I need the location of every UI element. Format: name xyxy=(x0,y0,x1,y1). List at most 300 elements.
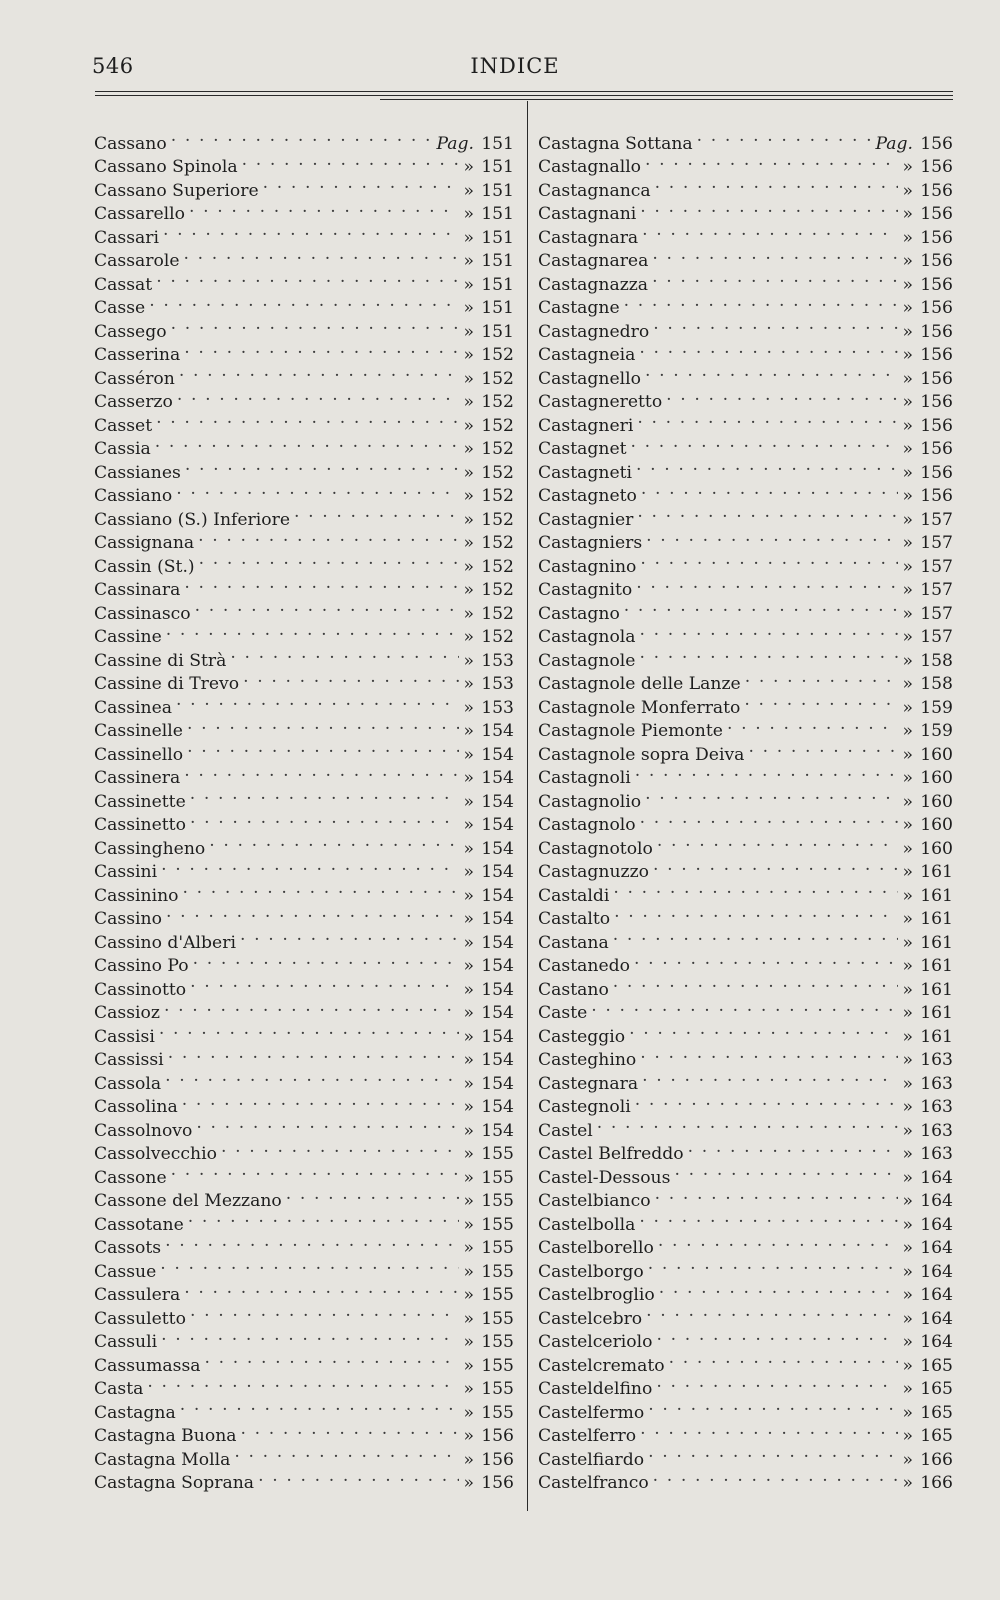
dot-leader xyxy=(230,642,459,666)
entry-ref-marker: » xyxy=(902,439,913,459)
entry-name: Casséron xyxy=(94,368,175,389)
dot-leader xyxy=(184,337,459,361)
dot-leader xyxy=(179,360,460,384)
entry-ref-marker: » xyxy=(463,1426,474,1446)
entry-name: Cassuletto xyxy=(94,1308,186,1329)
entry-name: Cassine xyxy=(94,627,162,647)
entry-page-number: 152 xyxy=(481,486,514,506)
entry-name: Cassarole xyxy=(94,251,180,271)
dot-leader xyxy=(640,619,899,643)
entry-ref-marker: » xyxy=(902,909,913,929)
entry-name: Cassue xyxy=(94,1261,157,1282)
entry-page-number: 151 xyxy=(481,298,514,318)
entry-page-number: 152 xyxy=(481,580,514,600)
entry-page-number: 166 xyxy=(920,1449,953,1470)
entry-page-number: 156 xyxy=(920,415,953,436)
entry-page-number: 163 xyxy=(920,1073,953,1094)
entry-page-number: 160 xyxy=(920,815,953,835)
entry-page-number: 152 xyxy=(481,345,514,365)
entry-name: Cassola xyxy=(94,1073,162,1094)
entry-page-number: 154 xyxy=(481,744,514,765)
dot-leader xyxy=(613,924,899,948)
entry-name: Castagnole Piemonte xyxy=(538,721,723,741)
entry-name: Castelcremato xyxy=(538,1355,665,1376)
entry-page-number: 164 xyxy=(920,1308,953,1329)
entry-name: Castagnazza xyxy=(538,274,649,295)
dot-leader xyxy=(184,572,459,596)
entry-ref-marker: » xyxy=(463,956,474,976)
entry-name: Cassotane xyxy=(94,1214,184,1235)
entry-name: Casserzo xyxy=(94,392,173,412)
entry-name: Castagneia xyxy=(538,345,636,365)
entry-page-number: 159 xyxy=(920,721,953,741)
entry-name: Castagnola xyxy=(538,627,636,647)
entry-ref-marker: » xyxy=(902,1238,913,1258)
entry-ref-marker: » xyxy=(902,650,913,671)
entry-page-number: 154 xyxy=(481,885,514,906)
entry-page-number: 154 xyxy=(481,1073,514,1094)
entry-ref-marker: » xyxy=(902,509,913,530)
dot-leader xyxy=(614,901,898,925)
entry-name: Castagnanca xyxy=(538,180,651,201)
entry-ref-marker: » xyxy=(902,1261,913,1282)
entry-ref-marker: » xyxy=(463,768,474,788)
entry-ref-marker: » xyxy=(902,885,913,906)
entry-name: Castano xyxy=(538,979,609,1000)
entry-ref-marker: » xyxy=(902,345,913,365)
entry-name: Castana xyxy=(538,932,609,953)
entry-page-number: 160 xyxy=(920,768,953,788)
entry-page-number: 156 xyxy=(920,462,953,483)
entry-page-number: 164 xyxy=(920,1238,953,1258)
page-number: 546 xyxy=(92,54,134,78)
entry-ref-marker: » xyxy=(902,791,913,812)
dot-leader xyxy=(624,290,899,314)
dot-leader xyxy=(645,783,898,807)
entry-name: Castagneto xyxy=(538,486,637,506)
entry-ref-marker: » xyxy=(902,1167,913,1188)
entry-ref-marker: » xyxy=(463,274,474,295)
entry-page-number: 164 xyxy=(920,1214,953,1235)
entry-ref-marker: » xyxy=(463,1191,474,1211)
entry-name: Cassuli xyxy=(94,1332,158,1352)
header-rule-middle xyxy=(95,95,953,96)
entry-ref-marker: » xyxy=(463,368,474,389)
entry-page-number: 152 xyxy=(481,439,514,459)
entry-ref-marker: Pag. xyxy=(875,133,913,154)
entry-ref-marker: » xyxy=(902,1097,913,1117)
left-index-column xyxy=(94,125,514,1493)
dot-leader xyxy=(648,1441,898,1465)
dot-leader xyxy=(640,1042,898,1066)
entry-ref-marker: » xyxy=(463,885,474,906)
entry-name: Casta xyxy=(94,1379,144,1399)
entry-page-number: 161 xyxy=(920,1026,953,1047)
dot-leader xyxy=(648,1253,899,1277)
entry-page-number: 164 xyxy=(920,1167,953,1188)
entry-name: Cassulera xyxy=(94,1285,181,1305)
entry-name: Castegnara xyxy=(538,1073,639,1094)
entry-ref-marker: » xyxy=(463,1402,474,1423)
entry-ref-marker: » xyxy=(463,415,474,436)
dot-leader xyxy=(161,854,459,878)
header-rule-bottom xyxy=(380,99,953,100)
entry-ref-marker: » xyxy=(463,1379,474,1399)
entry-page-number: 165 xyxy=(920,1402,953,1423)
entry-page-number: 160 xyxy=(920,791,953,812)
entry-name: Cassissi xyxy=(94,1050,164,1070)
entry-ref-marker: » xyxy=(463,509,474,530)
entry-ref-marker: Pag. xyxy=(436,133,474,154)
entry-name: Cassinello xyxy=(94,744,184,765)
dot-leader xyxy=(639,1206,898,1230)
entry-name: Castelfranco xyxy=(538,1473,649,1493)
entry-ref-marker: » xyxy=(463,721,474,741)
dot-leader xyxy=(193,948,460,972)
dot-leader xyxy=(171,1159,460,1183)
entry-page-number: 156 xyxy=(920,392,953,412)
index-entry xyxy=(538,1112,953,1141)
entry-name: Cassumassa xyxy=(94,1355,201,1376)
index-entry xyxy=(94,407,514,436)
entry-ref-marker: » xyxy=(902,721,913,741)
dot-leader xyxy=(187,736,459,760)
entry-name: Cassinara xyxy=(94,580,181,600)
entry-ref-marker: » xyxy=(463,580,474,600)
entry-name: Cassego xyxy=(94,321,167,342)
entry-ref-marker: » xyxy=(902,1191,913,1211)
entry-ref-marker: » xyxy=(902,1120,913,1141)
entry-page-number: 155 xyxy=(481,1214,514,1235)
dot-leader xyxy=(189,196,459,220)
entry-page-number: 156 xyxy=(920,321,953,342)
entry-page-number: 156 xyxy=(920,486,953,506)
entry-page-number: 156 xyxy=(920,133,953,154)
dot-leader xyxy=(176,478,459,502)
dot-leader xyxy=(640,1418,898,1442)
entry-ref-marker: » xyxy=(463,1214,474,1235)
entry-ref-marker: » xyxy=(463,1308,474,1329)
dot-leader xyxy=(636,454,898,478)
entry-name: Castagnarea xyxy=(538,251,649,271)
entry-ref-marker: » xyxy=(463,392,474,412)
entry-ref-marker: » xyxy=(463,321,474,342)
dot-leader xyxy=(286,1183,460,1207)
entry-name: Castagnole sopra Deiva xyxy=(538,744,745,765)
entry-name: Cassolnovo xyxy=(94,1120,193,1141)
entry-ref-marker: » xyxy=(902,321,913,342)
entry-ref-marker: » xyxy=(902,932,913,953)
entry-page-number: 158 xyxy=(920,650,953,671)
entry-ref-marker: » xyxy=(902,1144,913,1164)
entry-page-number: 152 xyxy=(481,509,514,530)
index-entry xyxy=(538,995,953,1023)
entry-ref-marker: » xyxy=(902,1473,913,1493)
dot-leader xyxy=(648,1394,898,1418)
entry-page-number: 151 xyxy=(481,321,514,342)
dot-leader xyxy=(635,760,899,784)
entry-ref-marker: » xyxy=(463,298,474,318)
entry-ref-marker: » xyxy=(902,157,913,177)
dot-leader xyxy=(166,619,460,643)
dot-leader xyxy=(149,290,459,314)
entry-page-number: 160 xyxy=(920,744,953,765)
dot-leader xyxy=(629,1018,898,1042)
index-entry xyxy=(94,266,514,295)
entry-ref-marker: » xyxy=(902,674,913,694)
dot-leader xyxy=(636,572,898,596)
entry-ref-marker: » xyxy=(463,204,474,224)
entry-page-number: 161 xyxy=(920,862,953,882)
entry-page-number: 152 xyxy=(481,368,514,389)
entry-ref-marker: » xyxy=(463,909,474,929)
dot-leader xyxy=(209,830,459,854)
entry-ref-marker: » xyxy=(902,1003,913,1023)
entry-page-number: 154 xyxy=(481,932,514,953)
entry-name: Cassino d'Alberi xyxy=(94,932,236,953)
dot-leader xyxy=(190,1300,460,1324)
entry-ref-marker: » xyxy=(463,1026,474,1047)
index-entry xyxy=(94,313,514,342)
dot-leader xyxy=(294,501,459,525)
entry-name: Cassone del Mezzano xyxy=(94,1191,282,1211)
header-rule-top xyxy=(95,91,953,92)
entry-ref-marker: » xyxy=(902,627,913,647)
entry-name: Castel-Dessous xyxy=(538,1167,671,1188)
entry-page-number: 156 xyxy=(920,251,953,271)
entry-ref-marker: » xyxy=(902,274,913,295)
dot-leader xyxy=(640,196,898,220)
dot-leader xyxy=(727,713,899,737)
entry-page-number: 157 xyxy=(920,580,953,600)
entry-name: Castagnino xyxy=(538,556,637,577)
dot-leader xyxy=(176,689,459,713)
entry-page-number: 154 xyxy=(481,1097,514,1117)
entry-page-number: 156 xyxy=(481,1426,514,1446)
entry-page-number: 151 xyxy=(481,204,514,224)
entry-name: Castel Belfreddo xyxy=(538,1144,684,1164)
entry-page-number: 155 xyxy=(481,1308,514,1329)
entry-ref-marker: » xyxy=(463,157,474,177)
entry-page-number: 163 xyxy=(920,1144,953,1164)
entry-name: Cassinino xyxy=(94,885,179,906)
entry-page-number: 154 xyxy=(481,862,514,882)
dot-leader xyxy=(657,830,899,854)
dot-leader xyxy=(182,1089,460,1113)
entry-ref-marker: » xyxy=(902,1050,913,1070)
entry-name: Castagno xyxy=(538,603,620,624)
entry-name: Cassino xyxy=(94,909,162,929)
entry-ref-marker: » xyxy=(463,791,474,812)
entry-page-number: 164 xyxy=(920,1285,953,1305)
entry-name: Castegnoli xyxy=(538,1097,631,1117)
dot-leader xyxy=(156,407,459,431)
entry-name: Castagnani xyxy=(538,204,637,224)
entry-name: Castagnolo xyxy=(538,815,636,835)
entry-name: Cassignana xyxy=(94,533,195,553)
entry-page-number: 163 xyxy=(920,1120,953,1141)
entry-page-number: 154 xyxy=(481,1050,514,1070)
entry-page-number: 156 xyxy=(920,298,953,318)
index-entry xyxy=(94,125,514,154)
entry-name: Casteldelfino xyxy=(538,1379,653,1399)
index-entry xyxy=(94,1042,514,1070)
entry-page-number: 156 xyxy=(920,368,953,389)
entry-page-number: 155 xyxy=(481,1167,514,1188)
entry-page-number: 154 xyxy=(481,1003,514,1023)
dot-leader xyxy=(748,736,898,760)
entry-name: Castelfiardo xyxy=(538,1449,645,1470)
dot-leader xyxy=(159,1018,460,1042)
entry-page-number: 157 xyxy=(920,533,953,553)
entry-ref-marker: » xyxy=(902,415,913,436)
entry-page-number: 151 xyxy=(481,157,514,177)
dot-leader xyxy=(613,971,899,995)
entry-page-number: 153 xyxy=(481,697,514,718)
dot-leader xyxy=(646,1300,898,1324)
entry-ref-marker: » xyxy=(902,298,913,318)
dot-leader xyxy=(640,548,898,572)
entry-name: Cassino Po xyxy=(94,956,189,976)
entry-page-number: 157 xyxy=(920,556,953,577)
entry-name: Castanedo xyxy=(538,956,630,976)
entry-ref-marker: » xyxy=(463,697,474,718)
entry-name: Castagna Buona xyxy=(94,1426,237,1446)
dot-leader xyxy=(196,1112,459,1136)
dot-leader xyxy=(198,525,459,549)
dot-leader xyxy=(669,1347,899,1371)
entry-page-number: 165 xyxy=(920,1426,953,1446)
entry-ref-marker: » xyxy=(463,1238,474,1258)
entry-ref-marker: » xyxy=(902,1355,913,1376)
entry-ref-marker: » xyxy=(902,580,913,600)
entry-name: Cassini xyxy=(94,862,158,882)
entry-ref-marker: » xyxy=(463,1285,474,1305)
entry-ref-marker: » xyxy=(902,697,913,718)
entry-ref-marker: » xyxy=(463,227,474,248)
dot-leader xyxy=(184,243,460,267)
dot-leader xyxy=(166,901,460,925)
entry-page-number: 153 xyxy=(481,650,514,671)
entry-name: Cassolina xyxy=(94,1097,178,1117)
entry-ref-marker: » xyxy=(902,486,913,506)
entry-page-number: 153 xyxy=(481,674,514,694)
index-entry xyxy=(94,1371,514,1399)
index-entry xyxy=(94,1277,514,1305)
dot-leader xyxy=(635,1089,899,1113)
entry-page-number: 152 xyxy=(481,415,514,436)
entry-name: Castagnito xyxy=(538,580,633,600)
entry-name: Castagnet xyxy=(538,439,627,459)
entry-name: Cassat xyxy=(94,274,153,295)
entry-name: Castelferro xyxy=(538,1426,637,1446)
entry-page-number: 160 xyxy=(920,838,953,859)
dot-leader xyxy=(637,501,898,525)
entry-page-number: 155 xyxy=(481,1355,514,1376)
entry-page-number: 154 xyxy=(481,721,514,741)
entry-ref-marker: » xyxy=(902,1426,913,1446)
entry-ref-marker: » xyxy=(463,345,474,365)
dot-leader xyxy=(655,172,899,196)
entry-page-number: 152 xyxy=(481,556,514,577)
entry-ref-marker: » xyxy=(463,1167,474,1188)
index-entry xyxy=(94,290,514,318)
entry-ref-marker: » xyxy=(463,556,474,577)
entry-page-number: 164 xyxy=(920,1332,953,1352)
entry-page-number: 154 xyxy=(481,768,514,788)
dot-leader xyxy=(171,313,460,337)
dot-leader xyxy=(657,1324,899,1348)
dot-leader xyxy=(165,1230,459,1254)
entry-ref-marker: » xyxy=(902,1214,913,1235)
dot-leader xyxy=(199,548,460,572)
dot-leader xyxy=(190,971,459,995)
dot-leader xyxy=(645,149,898,173)
entry-page-number: 157 xyxy=(920,627,953,647)
entry-name: Castagna xyxy=(94,1402,176,1423)
entry-ref-marker: » xyxy=(902,533,913,553)
entry-ref-marker: » xyxy=(463,462,474,483)
entry-page-number: 152 xyxy=(481,627,514,647)
entry-name: Cassinotto xyxy=(94,979,187,1000)
entry-page-number: 154 xyxy=(481,815,514,835)
index-entry xyxy=(94,1394,514,1423)
entry-ref-marker: » xyxy=(463,1473,474,1493)
entry-page-number: 154 xyxy=(481,1120,514,1141)
entry-page-number: 154 xyxy=(481,979,514,1000)
entry-page-number: 155 xyxy=(481,1191,514,1211)
entry-name: Cassone xyxy=(94,1167,167,1188)
dot-leader xyxy=(658,1230,899,1254)
entry-ref-marker: » xyxy=(902,838,913,859)
dot-leader xyxy=(642,1065,898,1089)
entry-ref-marker: » xyxy=(463,439,474,459)
dot-leader xyxy=(171,125,433,149)
entry-page-number: 151 xyxy=(481,251,514,271)
entry-page-number: 163 xyxy=(920,1050,953,1070)
entry-ref-marker: » xyxy=(463,862,474,882)
dot-leader xyxy=(655,1183,899,1207)
entry-ref-marker: » xyxy=(902,1402,913,1423)
dot-leader xyxy=(652,266,898,290)
entry-page-number: 156 xyxy=(920,157,953,177)
entry-page-number: 155 xyxy=(481,1285,514,1305)
entry-name: Casse xyxy=(94,298,146,318)
entry-ref-marker: » xyxy=(902,979,913,1000)
dot-leader xyxy=(666,384,898,408)
entry-ref-marker: » xyxy=(463,932,474,953)
entry-page-number: 156 xyxy=(920,227,953,248)
dot-leader xyxy=(161,1324,459,1348)
entry-page-number: 161 xyxy=(920,979,953,1000)
entry-name: Castelceriolo xyxy=(538,1332,653,1352)
entry-page-number: 164 xyxy=(920,1261,953,1282)
entry-ref-marker: » xyxy=(463,815,474,835)
entry-page-number: 154 xyxy=(481,791,514,812)
dot-leader xyxy=(674,1159,898,1183)
dot-leader xyxy=(688,1136,899,1160)
entry-name: Cassingheno xyxy=(94,838,206,859)
entry-ref-marker: » xyxy=(463,650,474,671)
dot-leader xyxy=(639,337,898,361)
dot-leader xyxy=(184,760,459,784)
entry-page-number: 156 xyxy=(920,274,953,295)
entry-ref-marker: » xyxy=(463,1120,474,1141)
entry-page-number: 156 xyxy=(920,439,953,459)
index-entry xyxy=(538,1018,953,1047)
entry-name: Castelborgo xyxy=(538,1261,644,1282)
entry-name: Castel xyxy=(538,1120,593,1141)
